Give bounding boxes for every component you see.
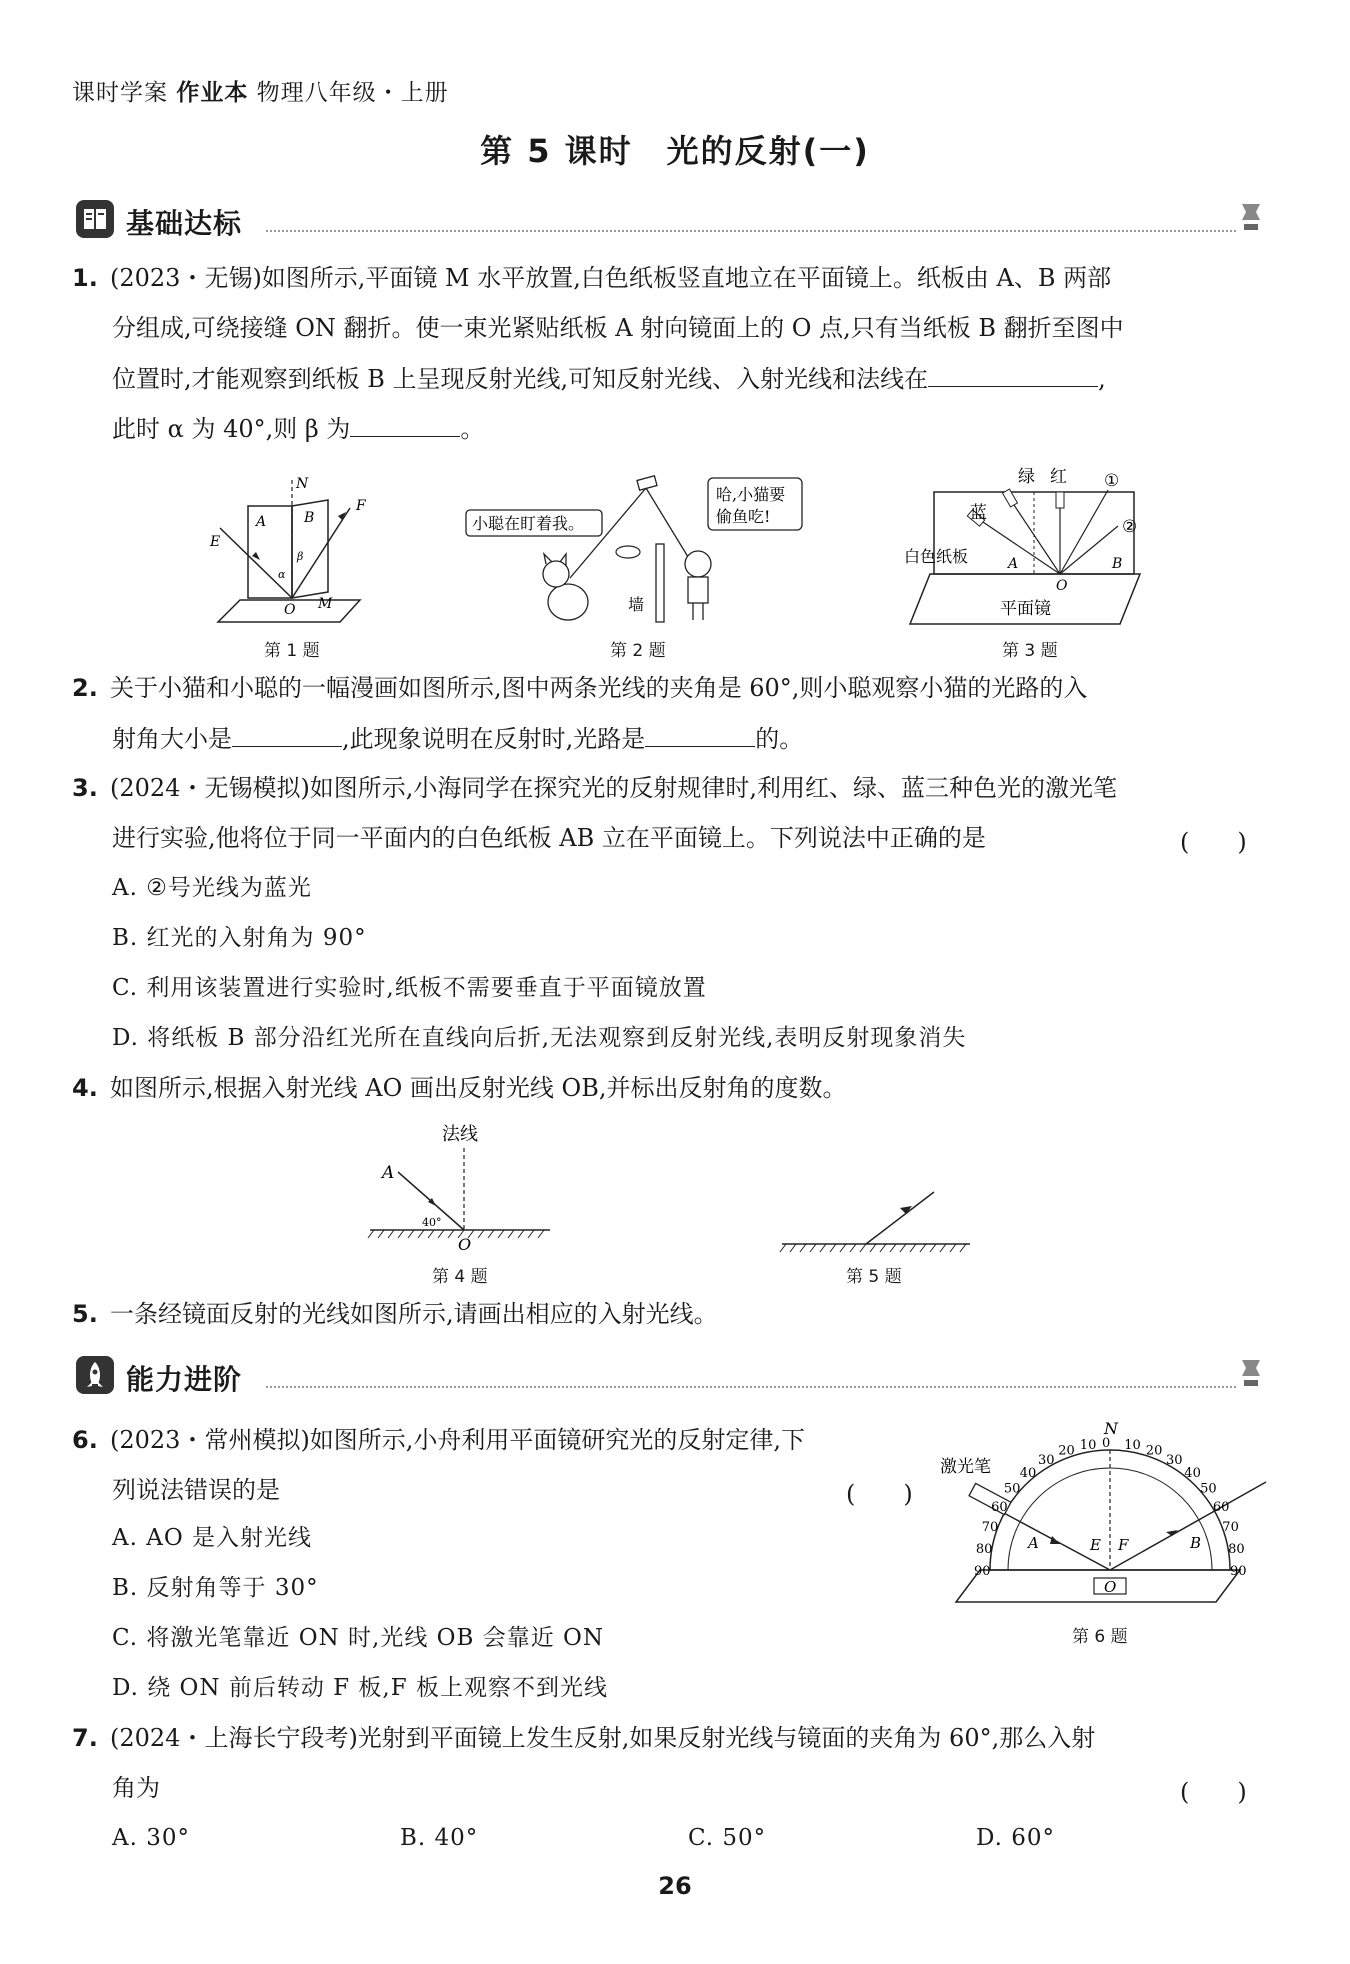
label-F: F <box>1118 1536 1129 1554</box>
section-label: 能力进阶 <box>126 1363 243 1396</box>
option-D: D. 绕 ON 前后转动 F 板,F 板上观察不到光线 <box>112 1675 609 1701</box>
question-number: 1. <box>72 264 98 292</box>
tick-label: 90 <box>974 1564 991 1579</box>
section-divider <box>266 230 1236 232</box>
pin-icon <box>1236 200 1266 236</box>
option-C: C. 50° <box>688 1825 767 1851</box>
label-red: 红 <box>1050 467 1067 487</box>
bubble-right-1: 哈,小猫要 <box>716 485 786 504</box>
mirror <box>637 476 657 490</box>
label-B: B <box>1112 556 1123 572</box>
label-O: O <box>1056 578 1068 594</box>
q2-line2: 射角大小是 ,此现象说明在反射时,光路是 的。 <box>112 722 803 755</box>
q1-line1: (2023・无锡)如图所示,平面镜 M 水平放置,白色纸板竖直地立在平面镜上。纸板由 A、B 两部 <box>110 264 1112 292</box>
question-4: 4. 如图所示,根据入射光线 AO 画出反射光线 OB,并标出反射角的度数。 <box>72 1074 847 1102</box>
label-B: B <box>1190 1534 1202 1552</box>
label-alpha: α <box>278 568 286 581</box>
q1-line3: 位置时,才能观察到纸板 B 上呈现反射光线,可知反射光线、入射光线和法线在 , <box>112 362 1106 395</box>
section-divider <box>266 1386 1236 1388</box>
figure-4-caption: 第 4 题 <box>432 1267 488 1287</box>
answer-paren[interactable]: ( ) <box>1180 828 1247 856</box>
book-header <box>72 74 449 107</box>
answer-paren[interactable]: ( ) <box>1180 1778 1247 1806</box>
bubble-right-2: 偷鱼吃! <box>716 507 771 526</box>
lesson-title: 第 5 课时 光的反射(一) <box>480 132 870 170</box>
label-A: A <box>382 1163 395 1183</box>
q6-line1: (2023・常州模拟)如图所示,小舟利用平面镜研究光的反射定律,下 <box>110 1426 806 1454</box>
figure-6 <box>940 1420 1270 1610</box>
label-A: A <box>256 514 267 530</box>
tick-label: 80 <box>1228 1541 1245 1557</box>
wall <box>656 544 664 622</box>
tick-label: 40 <box>1184 1465 1201 1481</box>
book-name: 作业本 <box>176 80 249 106</box>
question-1 <box>72 262 1272 294</box>
tick-label: 10 <box>1124 1437 1141 1453</box>
q7-line2: 角为 <box>112 1774 160 1802</box>
tick-label: 20 <box>1058 1443 1075 1459</box>
label-N: N <box>1104 1420 1118 1438</box>
tick-label: 20 <box>1145 1443 1163 1459</box>
label-F: F <box>356 498 366 514</box>
q3-line1: (2024・无锡模拟)如图所示,小海同学在探究光的反射规律时,利用红、绿、蓝三种色光的激光笔 <box>110 774 1118 802</box>
label-E: E <box>210 534 221 550</box>
tick-label: 0 <box>1102 1436 1111 1451</box>
option-D: D. 60° <box>976 1825 1056 1851</box>
tick-label: 50 <box>1003 1481 1021 1497</box>
option-B: B. 反射角等于 30° <box>112 1575 319 1601</box>
tick-label: 70 <box>981 1520 999 1536</box>
label-A: A <box>1028 1534 1039 1552</box>
bubble-left: 小聪在盯着我。 <box>472 514 585 533</box>
q4-line1: 如图所示,根据入射光线 AO 画出反射光线 OB,并标出反射角的度数。 <box>110 1074 847 1102</box>
option-C: C. 将激光笔靠近 ON 时,光线 OB 会靠近 ON <box>112 1625 604 1651</box>
option-B: B. 40° <box>400 1825 479 1851</box>
option-A: A. 30° <box>112 1825 190 1851</box>
q5-line1: 一条经镜面反射的光线如图所示,请画出相应的入射光线。 <box>110 1300 718 1328</box>
label-beta: β <box>297 550 304 563</box>
question-3: 3. (2024・无锡模拟)如图所示,小海同学在探究光的反射规律时,利用红、绿、蓝三种色光的激光笔 <box>72 774 1118 802</box>
option-B: B. 红光的入射角为 90° <box>112 925 367 951</box>
figure-2-caption: 第 2 题 <box>610 641 666 661</box>
answer-blank[interactable] <box>232 722 342 747</box>
label-laser: 激光笔 <box>940 1457 991 1477</box>
tick-label: 90 <box>1230 1564 1247 1579</box>
q2-line1: 关于小猫和小聪的一幅漫画如图所示,图中两条光线的夹角是 60°,则小聪观察小猫的光路的入 <box>110 674 1088 702</box>
label-wall: 墙 <box>628 595 645 614</box>
question-7: 7. (2024・上海长宁段考)光射到平面镜上发生反射,如果反射光线与镜面的夹角为 60°,那么入射 <box>72 1724 1096 1752</box>
label-O: O <box>284 602 296 618</box>
tick-label: 30 <box>1038 1453 1055 1469</box>
option-D: D. 将纸板 B 部分沿红光所在直线向后折,无法观察到反射光线,表明反射现象消失 <box>112 1025 967 1051</box>
label-mirror: 平面镜 <box>1000 599 1051 619</box>
answer-blank[interactable] <box>928 362 1098 387</box>
figure-1 <box>200 470 380 630</box>
option-A: A. ②号光线为蓝光 <box>112 875 312 901</box>
tick-label: 50 <box>1200 1481 1217 1497</box>
label-E: E <box>1090 1536 1101 1554</box>
book-icon <box>76 200 114 238</box>
figure-3 <box>900 462 1170 632</box>
label-normal: 法线 <box>442 1124 478 1145</box>
figure-3-caption: 第 3 题 <box>1002 641 1058 661</box>
q1-line4: 此时 α 为 40°,则 β 为 。 <box>112 412 484 445</box>
figure-2 <box>460 470 830 630</box>
figure-5-caption: 第 5 题 <box>846 1267 902 1287</box>
q1-line2: 分组成,可绕接缝 ON 翻折。使一束光紧贴纸板 A 射向镜面上的 O 点,只有当纸板 B 翻折至图中 <box>112 314 1124 342</box>
pin-icon <box>1236 1356 1266 1392</box>
answer-paren[interactable]: ( ) <box>846 1480 913 1508</box>
label-angle: 40° <box>422 1216 442 1229</box>
tick-label: 70 <box>1222 1520 1239 1536</box>
tick-label: 80 <box>975 1541 993 1557</box>
answer-blank[interactable] <box>350 412 460 437</box>
series-name: 课时学案 <box>72 80 168 106</box>
subject-name: 物理八年级・上册 <box>256 80 449 106</box>
question-2: 2. 关于小猫和小聪的一幅漫画如图所示,图中两条光线的夹角是 60°,则小聪观察小猫的光路的入 <box>72 674 1088 702</box>
label-blue: 蓝 <box>970 503 987 523</box>
tick-label: 30 <box>1166 1453 1183 1469</box>
label-paper: 白色纸板 <box>904 547 969 566</box>
q7-line1: (2024・上海长宁段考)光射到平面镜上发生反射,如果反射光线与镜面的夹角为 60°,那么入射 <box>110 1724 1096 1752</box>
section-advanced <box>76 1356 1266 1396</box>
question-5: 5. 一条经镜面反射的光线如图所示,请画出相应的入射光线。 <box>72 1300 718 1328</box>
q6-line2: 列说法错误的是 <box>112 1476 280 1504</box>
figure-5 <box>776 1180 976 1260</box>
tick-label: 60 <box>1212 1500 1230 1515</box>
label-green: 绿 <box>1018 467 1035 487</box>
q3-line2: 进行实验,他将位于同一平面内的白色纸板 AB 立在平面镜上。下列说法中正确的是 <box>112 824 986 852</box>
figure-6-caption: 第 6 题 <box>1072 1627 1128 1647</box>
label-c1: ① <box>1104 471 1120 491</box>
section-label: 基础达标 <box>126 207 243 240</box>
rocket-icon <box>76 1356 114 1394</box>
option-C: C. 利用该装置进行实验时,纸板不需要垂直于平面镜放置 <box>112 975 707 1001</box>
label-O: O <box>458 1235 472 1254</box>
page-number: 26 <box>658 1872 692 1900</box>
figure-1-caption: 第 1 题 <box>264 641 320 661</box>
label-B: B <box>304 510 315 526</box>
option-A: A. AO 是入射光线 <box>112 1525 313 1551</box>
label-A: A <box>1008 556 1019 572</box>
tick-label: 60 <box>991 1500 1008 1515</box>
section-basic <box>76 200 1266 240</box>
tick-label: 40 <box>1019 1465 1037 1481</box>
label-O: O <box>1104 1578 1117 1596</box>
label-M: M <box>318 596 333 612</box>
boy-icon <box>685 551 711 620</box>
tick-label: 10 <box>1079 1437 1097 1453</box>
label-c2: ② <box>1122 517 1138 537</box>
answer-blank[interactable] <box>645 722 755 747</box>
label-N: N <box>296 476 309 492</box>
figure-4 <box>360 1118 560 1258</box>
question-6: 6. (2023・常州模拟)如图所示,小舟利用平面镜研究光的反射定律,下 <box>72 1426 806 1454</box>
